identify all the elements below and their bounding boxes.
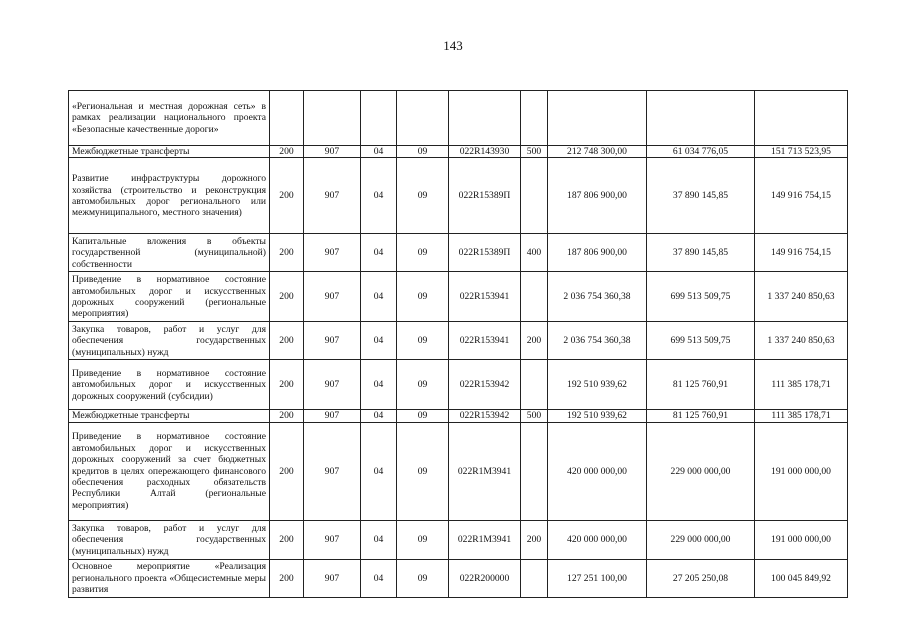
cell-amount-3: 100 045 849,92 <box>755 559 848 597</box>
cell-section-code: 907 <box>304 158 361 234</box>
cell-amount-1: 187 806 900,00 <box>548 234 647 272</box>
table-row <box>69 410 848 422</box>
cell-amount-3: 111 385 178,71 <box>755 360 848 410</box>
cell-amount-3: 149 916 754,15 <box>755 234 848 272</box>
cell-amount-2: 229 000 000,00 <box>647 520 755 559</box>
cell-subsection-code-2: 09 <box>397 410 449 422</box>
cell-admin-code: 200 <box>270 520 304 559</box>
cell-amount-2: 81 125 760,91 <box>647 360 755 410</box>
cell-section-code: 907 <box>304 360 361 410</box>
cell-section-code: 907 <box>304 272 361 322</box>
cell-target-article: 022R153941 <box>449 322 521 360</box>
row-name: Закупка товаров, работ и услуг для обеспечения государственных (муниципальных) нужд <box>69 322 270 360</box>
row-name: Межбюджетные трансферты <box>69 410 270 422</box>
cell-subsection-code: 04 <box>361 158 397 234</box>
cell-expense-type: 200 <box>521 322 548 360</box>
cell-subsection-code-2: 09 <box>397 234 449 272</box>
cell-target-article: 022R15389П <box>449 234 521 272</box>
cell-section-code: 907 <box>304 146 361 158</box>
cell-section-code: 907 <box>304 559 361 597</box>
cell-subsection-code: 04 <box>361 520 397 559</box>
cell-expense-type: 200 <box>521 520 548 559</box>
cell-expense-type: 500 <box>521 146 548 158</box>
cell-admin-code: 200 <box>270 322 304 360</box>
cell-amount-1: 127 251 100,00 <box>548 559 647 597</box>
cell-target-article: 022R153941 <box>449 272 521 322</box>
cell-section-code: 907 <box>304 520 361 559</box>
row-name: Межбюджетные трансферты <box>69 146 270 158</box>
cell-amount-2: 37 890 145,85 <box>647 158 755 234</box>
cell-admin-code: 200 <box>270 272 304 322</box>
cell-amount-2: 699 513 509,75 <box>647 272 755 322</box>
cell-target-article: 022R15389П <box>449 158 521 234</box>
cell-expense-type <box>521 360 548 410</box>
cell-target-article: 022R1M3941 <box>449 422 521 520</box>
cell-target-article: 022R153942 <box>449 360 521 410</box>
cell-subsection-code: 04 <box>361 410 397 422</box>
cell-section-code: 907 <box>304 422 361 520</box>
cell-admin-code <box>270 91 304 146</box>
cell-subsection-code: 04 <box>361 146 397 158</box>
cell-amount-1: 212 748 300,00 <box>548 146 647 158</box>
row-name: «Региональная и местная дорожная сеть» в рамках реализации национального проекта «Безопасные качественные дороги» <box>69 91 270 146</box>
row-name: Приведение в нормативное состояние автомобильных дорог и искусственных дорожных сооружений (субсидии) <box>69 360 270 410</box>
cell-expense-type: 500 <box>521 410 548 422</box>
cell-target-article: 022R143930 <box>449 146 521 158</box>
cell-amount-3: 191 000 000,00 <box>755 520 848 559</box>
cell-amount-2: 61 034 776,05 <box>647 146 755 158</box>
cell-target-article: 022R200000 <box>449 559 521 597</box>
table-row <box>69 520 848 559</box>
row-name: Закупка товаров, работ и услуг для обеспечения государственных (муниципальных) нужд <box>69 520 270 559</box>
row-name: Приведение в нормативное состояние автомобильных дорог и искусственных дорожных сооружений за счет бюджетных кредитов в целях опережающего финансового обеспечения расходных обязательств Республики Алтай (региональные мероприятия) <box>69 422 270 520</box>
cell-amount-1 <box>548 91 647 146</box>
cell-amount-2: 37 890 145,85 <box>647 234 755 272</box>
table-row <box>69 234 848 272</box>
cell-amount-3: 191 000 000,00 <box>755 422 848 520</box>
cell-amount-1: 2 036 754 360,38 <box>548 322 647 360</box>
cell-admin-code: 200 <box>270 158 304 234</box>
table-row <box>69 158 848 234</box>
cell-amount-3: 149 916 754,15 <box>755 158 848 234</box>
row-name: Основное мероприятие «Реализация регионального проекта «Общесистемные меры развития <box>69 559 270 597</box>
cell-subsection-code-2: 09 <box>397 422 449 520</box>
cell-expense-type <box>521 158 548 234</box>
table-row <box>69 322 848 360</box>
cell-admin-code: 200 <box>270 234 304 272</box>
cell-admin-code: 200 <box>270 146 304 158</box>
cell-amount-2 <box>647 91 755 146</box>
cell-amount-3 <box>755 91 848 146</box>
cell-section-code: 907 <box>304 322 361 360</box>
table-row <box>69 559 848 597</box>
cell-subsection-code-2: 09 <box>397 272 449 322</box>
cell-target-article: 022R1M3941 <box>449 520 521 559</box>
cell-subsection-code-2: 09 <box>397 559 449 597</box>
cell-expense-type <box>521 422 548 520</box>
cell-subsection-code: 04 <box>361 559 397 597</box>
cell-subsection-code-2 <box>397 91 449 146</box>
cell-expense-type: 400 <box>521 234 548 272</box>
cell-expense-type <box>521 91 548 146</box>
cell-subsection-code-2: 09 <box>397 146 449 158</box>
cell-admin-code: 200 <box>270 410 304 422</box>
cell-amount-1: 420 000 000,00 <box>548 422 647 520</box>
cell-admin-code: 200 <box>270 360 304 410</box>
table-row <box>69 422 848 520</box>
table-row <box>69 146 848 158</box>
cell-subsection-code: 04 <box>361 322 397 360</box>
cell-subsection-code-2: 09 <box>397 360 449 410</box>
cell-subsection-code: 04 <box>361 272 397 322</box>
cell-subsection-code: 04 <box>361 234 397 272</box>
row-name: Развитие инфраструктуры дорожного хозяйства (строительство и реконструкция автомобильных дорог регионального или межмуниципального, местного значения) <box>69 158 270 234</box>
cell-subsection-code: 04 <box>361 422 397 520</box>
cell-amount-3: 1 337 240 850,63 <box>755 322 848 360</box>
table-row <box>69 91 848 146</box>
cell-amount-1: 2 036 754 360,38 <box>548 272 647 322</box>
cell-expense-type <box>521 272 548 322</box>
cell-section-code <box>304 91 361 146</box>
cell-amount-2: 229 000 000,00 <box>647 422 755 520</box>
cell-admin-code: 200 <box>270 559 304 597</box>
cell-expense-type <box>521 559 548 597</box>
cell-subsection-code <box>361 91 397 146</box>
cell-amount-2: 81 125 760,91 <box>647 410 755 422</box>
cell-subsection-code-2: 09 <box>397 322 449 360</box>
cell-amount-1: 192 510 939,62 <box>548 410 647 422</box>
row-name: Приведение в нормативное состояние автомобильных дорог и искусственных дорожных сооружений (региональные мероприятия) <box>69 272 270 322</box>
table-row <box>69 272 848 322</box>
cell-amount-1: 192 510 939,62 <box>548 360 647 410</box>
row-name: Капитальные вложения в объекты государственной (муниципальной) собственности <box>69 234 270 272</box>
cell-amount-2: 699 513 509,75 <box>647 322 755 360</box>
page-number: 143 <box>443 38 463 53</box>
cell-admin-code: 200 <box>270 422 304 520</box>
cell-section-code: 907 <box>304 234 361 272</box>
cell-amount-1: 420 000 000,00 <box>548 520 647 559</box>
cell-subsection-code: 04 <box>361 360 397 410</box>
budget-table <box>68 90 848 598</box>
cell-target-article: 022R153942 <box>449 410 521 422</box>
cell-subsection-code-2: 09 <box>397 520 449 559</box>
budget-table-body <box>69 91 848 598</box>
cell-target-article <box>449 91 521 146</box>
cell-section-code: 907 <box>304 410 361 422</box>
cell-subsection-code-2: 09 <box>397 158 449 234</box>
cell-amount-1: 187 806 900,00 <box>548 158 647 234</box>
cell-amount-3: 111 385 178,71 <box>755 410 848 422</box>
cell-amount-2: 27 205 250,08 <box>647 559 755 597</box>
cell-amount-3: 151 713 523,95 <box>755 146 848 158</box>
cell-amount-3: 1 337 240 850,63 <box>755 272 848 322</box>
table-row <box>69 360 848 410</box>
